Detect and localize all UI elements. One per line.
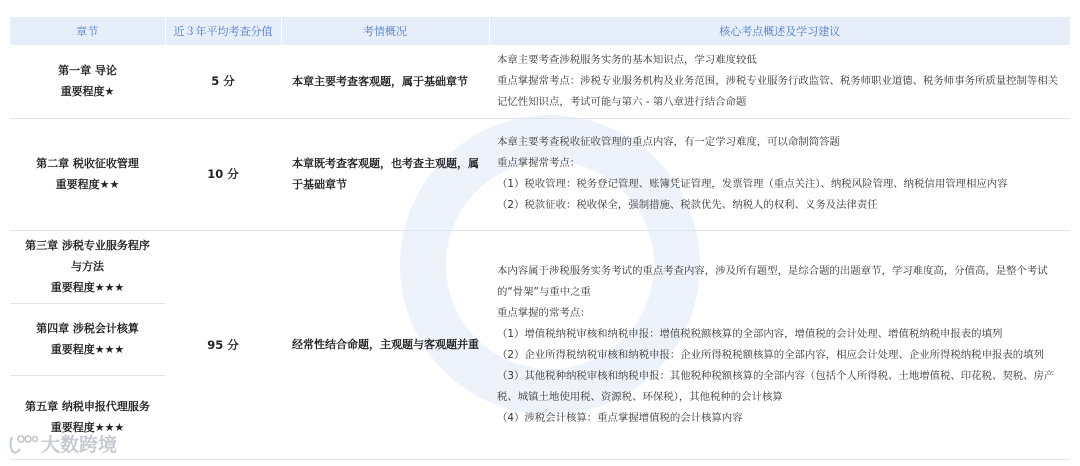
core-line: 本内容属于涉税服务实务考试的重点考查内容，涉及所有题型，是综合题的出题章节，学习难度高，分值高，是整个考试的“骨架”与重中之重 — [497, 264, 1048, 298]
overview-cell: 本章既考查客观题，也考查主观题，属于基础章节 — [281, 118, 489, 230]
watermark-text: 大数跨境 — [41, 434, 118, 456]
importance-level: 重要程度★★★ — [50, 343, 125, 356]
chapter-title-cont: 与方法 — [71, 260, 104, 273]
chapter-title: 第五章 纳税申报代理服务 — [25, 400, 150, 413]
chapter-cell — [10, 230, 165, 303]
header-score: 近３年平均考查分值 — [165, 17, 281, 45]
core-line: （1）增值税纳税审核和纳税申报：增值税税额核算的全部内容，增值税的会计处理、增值税纳税申报表的填列 — [497, 327, 1003, 340]
core-cell — [489, 230, 1070, 459]
header-overview: 考情概况 — [281, 17, 489, 45]
core-line: 本章主要考查税收征收管理的重点内容，有一定学习难度，可以命制简答题 — [497, 136, 840, 148]
importance-level: 重要程度★★ — [55, 178, 120, 191]
chapter-title: 第四章 涉税会计核算 — [36, 322, 139, 335]
watermark — [8, 430, 117, 457]
score-cell: 95 分 — [165, 230, 281, 459]
core-cell — [489, 118, 1070, 230]
overview-cell: 经常性结合命题，主观题与客观题并重 — [281, 230, 489, 459]
core-cell — [489, 45, 1070, 118]
chapter-cell — [10, 118, 165, 230]
importance-level: 重要程度★ — [60, 85, 115, 99]
score-cell: 10 分 — [165, 118, 281, 230]
chapter-title: 第二章 税收征收管理 — [36, 157, 139, 170]
table-row — [10, 230, 1070, 303]
chapter-cell — [10, 45, 165, 118]
core-line: （4）涉税会计核算：重点掌握增值税的会计核算内容 — [497, 411, 743, 424]
header-row — [10, 17, 1070, 45]
importance-level: 重要程度★★★ — [50, 421, 125, 434]
table-row — [10, 45, 1070, 118]
core-line: 重点掌握的常考点： — [497, 306, 591, 319]
core-line: 本章主要考查涉税服务实务的基本知识点，学习难度较低 — [497, 53, 757, 66]
core-line: （3）其他税种纳税审核和纳税申报：其他税种税额核算的全部内容（包括个人所得税、土地增值税、印花税、契税、房产税、城镇土地使用税、资源税、环保税），其他税种的会计核算 — [497, 369, 1055, 403]
table-row — [10, 118, 1070, 230]
core-line: （2）企业所得税纳税审核和纳税申报：企业所得税税额核算的全部内容，相应会计处理、企业所得税纳税申报表的填列 — [497, 348, 1044, 361]
header-core: 核心考点概述及学习建议 — [489, 17, 1070, 45]
study-guide-table — [10, 17, 1070, 460]
chapter-title: 第一章 导论 — [58, 64, 117, 78]
overview-cell: 本章主要考查客观题，属于基础章节 — [281, 45, 489, 118]
core-line: 重点掌握常考点： — [497, 157, 581, 169]
core-line: （1）税收管理：税务登记管理、账簿凭证管理，发票管理（重点关注）、纳税风险管理、纳税信用管理相应内容 — [497, 178, 1008, 190]
score-cell: 5 分 — [165, 45, 281, 118]
core-line: （2）税款征收：税收保全，强制措施、税款优先、纳税人的权利、义务及法律责任 — [497, 199, 878, 211]
chapter-cell — [10, 303, 165, 375]
header-chapter: 章节 — [10, 17, 165, 45]
importance-level: 重要程度★★★ — [50, 281, 125, 294]
core-line: 重点掌握常考点：涉税专业服务机构及业务范围，涉税专业服务行政监管、税务师职业道德、税务师事务所质量控制等相关记忆性知识点，考试可能与第六 - 第八章进行结合命题 — [497, 74, 1059, 108]
chapter-title: 第三章 涉税专业服务程序 — [25, 239, 150, 252]
brand-logo-icon — [8, 433, 38, 455]
